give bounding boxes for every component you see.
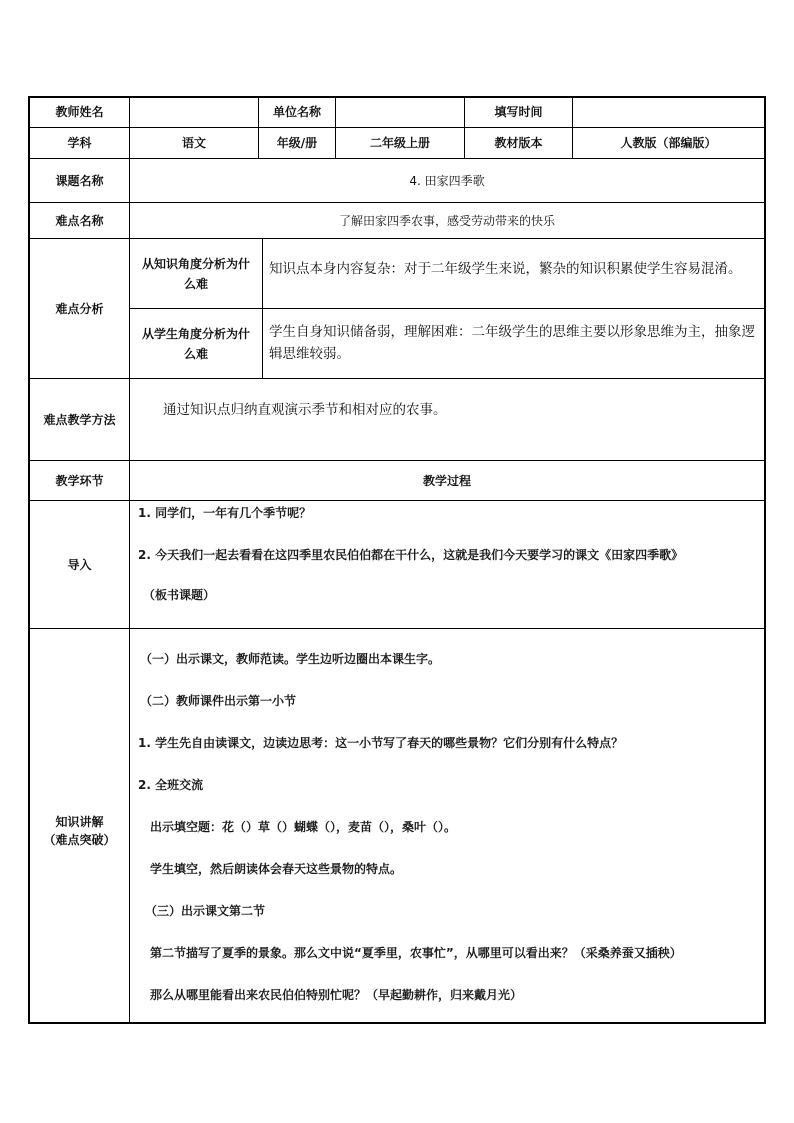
teaching-process-header: 教学过程 xyxy=(422,473,471,488)
difficulty-name-value: 了解田家四季农事，感受劳动带来的快乐 xyxy=(338,213,555,228)
knowledge-line: 2. 全班交流 xyxy=(138,778,204,792)
knowledge-label-line1: 知识讲解 xyxy=(55,814,104,829)
knowledge-line: 那么从哪里能看出来农民伯伯特别忙呢？（早起勤耕作，归来戴月光） xyxy=(150,988,523,1002)
knowledge-explanation-label xyxy=(30,629,129,1022)
edition-value: 人教版（部编版） xyxy=(620,136,717,150)
knowledge-angle-text: 知识点本身内容复杂：对于二年级学生来说，繁杂的知识积累使学生容易混淆。 xyxy=(269,261,742,277)
knowledge-line: （三）出示课文第二节 xyxy=(145,904,266,918)
difficulty-name-label: 难点名称 xyxy=(55,213,104,228)
knowledge-angle-label: 从知识角度分析为什么难 xyxy=(141,256,250,291)
knowledge-line: 出示填空题：花（）草（）蝴蝶（），麦苗（），桑叶（）。 xyxy=(150,820,457,834)
knowledge-line: （一）出示课文，教师范读。学生边听边圈出本课生字。 xyxy=(140,652,441,666)
grade-label: 年级/册 xyxy=(276,136,318,150)
unit-name-label: 单位名称 xyxy=(272,105,321,119)
knowledge-line: 第二节描写了夏季的景象。那么文中说“夏季里，农事忙”，从哪里可以看出来？（采桑养蚕又插秧） xyxy=(150,946,682,960)
lesson-title-label: 课题名称 xyxy=(55,173,104,188)
student-angle-text: 学生自身知识储备弱，理解困难：二年级学生的思维主要以形象思维为主，抽象逻辑思维较弱。 xyxy=(269,324,755,362)
difficulty-analysis-label: 难点分析 xyxy=(55,301,104,316)
intro-line: 1. 同学们，一年有几个季节呢？ xyxy=(138,506,312,520)
teaching-method-label: 难点教学方法 xyxy=(43,412,116,427)
intro-label: 导入 xyxy=(67,557,92,572)
edition-label: 教材版本 xyxy=(494,136,543,150)
knowledge-line: （二）教师课件出示第一小节 xyxy=(140,694,297,708)
knowledge-line: 学生填空，然后朗读体会春天这些景物的特点。 xyxy=(150,862,403,876)
unit-name-value xyxy=(336,97,464,127)
fill-time-value xyxy=(573,97,764,127)
subject-label: 学科 xyxy=(67,136,92,150)
teacher-name-label: 教师姓名 xyxy=(55,105,104,119)
knowledge-label-line2: （难点突破） xyxy=(43,832,116,847)
teaching-stage-header: 教学环节 xyxy=(55,473,104,488)
intro-line: （板书课题） xyxy=(143,588,216,602)
grade-value: 二年级上册 xyxy=(369,136,430,150)
teaching-method-text: 通过知识点归纳直观演示季节和相对应的农事。 xyxy=(163,402,447,418)
lesson-title-value: 4. 田家四季歌 xyxy=(409,173,485,188)
fill-time-label: 填写时间 xyxy=(494,105,543,119)
knowledge-line: 1. 学生先自由读课文，边读边思考：这一小节写了春天的哪些景物？它们分别有什么特点？ xyxy=(138,736,624,750)
subject-value: 语文 xyxy=(181,136,206,150)
student-angle-label: 从学生角度分析为什么难 xyxy=(141,326,250,361)
intro-line: 2. 今天我们一起去看看在这四季里农民伯伯都在干什么，这就是我们今天要学习的课文《田家四季歌》 xyxy=(138,548,684,562)
teacher-name-value xyxy=(130,97,258,127)
